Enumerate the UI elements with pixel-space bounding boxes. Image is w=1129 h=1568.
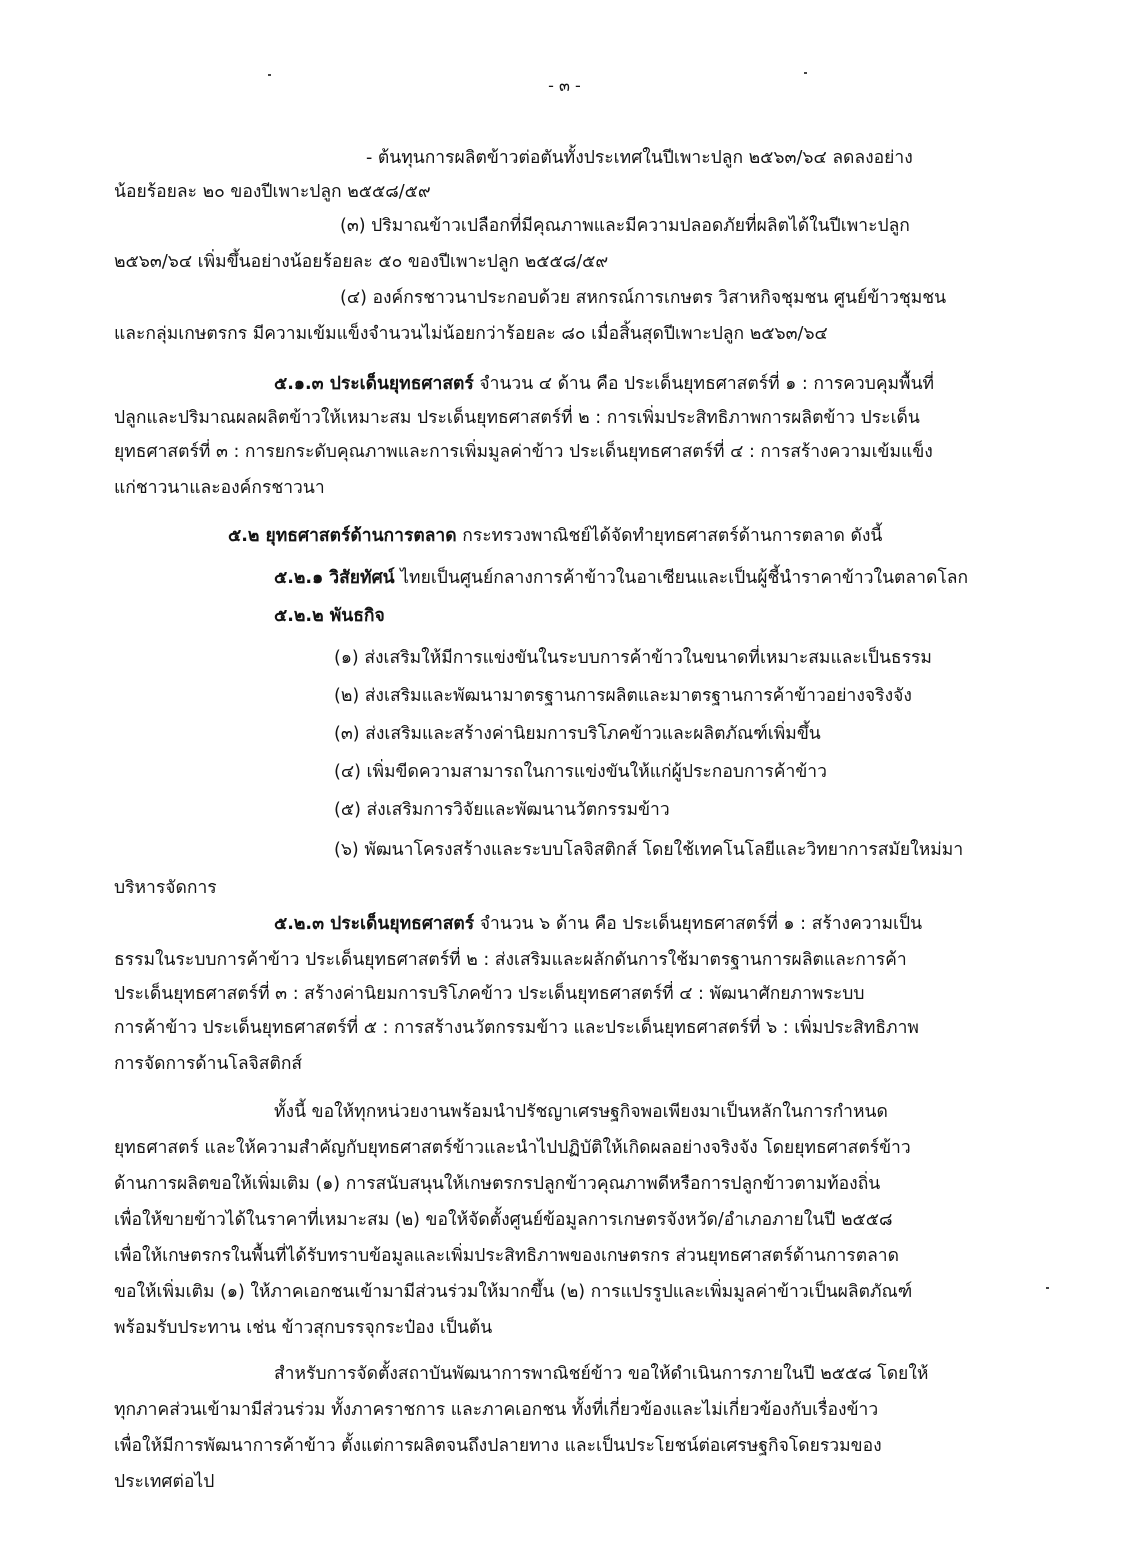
section-5-2-2-heading xyxy=(274,604,385,628)
mission-item-3: (๓) ส่งเสริมและสร้างค่านิยมการบริโภคข้าวและผลิตภัณฑ์เพิ่มขึ้น xyxy=(334,724,821,744)
section-5-2-3-line-2: ธรรมในระบบการค้าข้าว ประเด็นยุทธศาสตร์ที่ ๒ : ส่งเสริมและผลักดันการใช้มาตรฐานการผลิตและการค้า xyxy=(114,950,907,970)
mission-item-1: (๑) ส่งเสริมให้มีการแข่งขันในระบบการค้าข้าวในขนาดที่เหมาะสมและเป็นธรรม xyxy=(334,648,932,668)
section-5-1-3-line-4: แก่ชาวนาและองค์กรชาวนา xyxy=(114,478,325,498)
para-1-line-2: ยุทธศาสตร์ และให้ความสำคัญกับยุทธศาสตร์ข้าวและนำไปปฏิบัติให้เกิดผลอย่างจริงจัง โดยยุทธศาสตร์ข้าว xyxy=(114,1138,911,1158)
mission-item-4: (๔) เพิ่มขีดความสามารถในการแข่งขันให้แก่ผู้ประกอบการค้าข้าว xyxy=(334,762,827,782)
section-5-1-3-text: จำนวน ๔ ด้าน คือ ประเด็นยุทธศาสตร์ที่ ๑ : การควบคุมพื้นที่ xyxy=(479,374,935,394)
section-5-2-3-heading: ๕.๒.๓ ประเด็นยุทธศาสตร์ xyxy=(274,914,475,934)
section-5-1-3-line-1 xyxy=(274,372,934,396)
para-1-line-5: เพื่อให้เกษตรกรในพื้นที่ได้รับทราบข้อมูลและเพิ่มประสิทธิภาพของเกษตรกร ส่วนยุทธศาสตร์ด้านการตลาด xyxy=(114,1246,899,1266)
para-2-line-4: ประเทศต่อไป xyxy=(114,1472,215,1492)
goal-cost: - ต้นทุนการผลิตข้าวต่อตันทั้งประเทศในปีเพาะปลูก ๒๕๖๓/๖๔ ลดลงอย่าง xyxy=(366,148,913,168)
section-5-2-1-heading: ๕.๒.๑ วิสัยทัศน์ xyxy=(274,568,395,588)
goal-item-3-cont: ๒๕๖๓/๖๔ เพิ่มขึ้นอย่างน้อยร้อยละ ๕๐ ของปีเพาะปลูก ๒๕๕๘/๕๙ xyxy=(114,252,609,272)
mission-item-2: (๒) ส่งเสริมและพัฒนามาตรฐานการผลิตและมาตรฐานการค้าข้าวอย่างจริงจัง xyxy=(334,686,912,706)
goal-item-3: (๓) ปริมาณข้าวเปลือกที่มีคุณภาพและมีความปลอดภัยที่ผลิตได้ในปีเพาะปลูก xyxy=(340,216,910,236)
section-5-2-heading: ๕.๒ ยุทธศาสตร์ด้านการตลาด xyxy=(228,526,457,546)
section-5-2-3-text: จำนวน ๖ ด้าน คือ ประเด็นยุทธศาสตร์ที่ ๑ : สร้างความเป็น xyxy=(479,914,923,934)
goal-item-4: (๔) องค์กรชาวนาประกอบด้วย สหกรณ์การเกษตร วิสาหกิจชุมชน ศูนย์ข้าวชุมชน xyxy=(340,288,947,308)
para-1-line-1: ทั้งนี้ ขอให้ทุกหน่วยงานพร้อมนำปรัชญาเศรษฐกิจพอเพียงมาเป็นหลักในการกำหนด xyxy=(274,1102,888,1122)
mission-item-5: (๕) ส่งเสริมการวิจัยและพัฒนานวัตกรรมข้าว xyxy=(334,800,670,820)
section-5-2-1-line xyxy=(274,566,968,590)
para-1-line-3: ด้านการผลิตขอให้เพิ่มเติม (๑) การสนับสนุนให้เกษตรกรปลูกข้าวคุณภาพดีหรือการปลูกข้าวตามท้องถิ่น xyxy=(114,1174,881,1194)
section-5-2-3-line-5: การจัดการด้านโลจิสติกส์ xyxy=(114,1054,303,1074)
goal-cost-cont: น้อยร้อยละ ๒๐ ของปีเพาะปลูก ๒๕๕๘/๕๙ xyxy=(114,182,431,202)
scan-speck xyxy=(1046,1287,1049,1289)
para-2-line-1: สำหรับการจัดตั้งสถาบันพัฒนาการพาณิชย์ข้าว ขอให้ดำเนินการภายในปี ๒๕๕๘ โดยให้ xyxy=(274,1364,929,1384)
section-5-2-3-line-4: การค้าข้าว ประเด็นยุทธศาสตร์ที่ ๕ : การสร้างนวัตกรรมข้าว และประเด็นยุทธศาสตร์ที่ ๖ : เพิ่มประสิทธิภาพ xyxy=(114,1018,919,1038)
para-1-line-4: เพื่อให้ขายข้าวได้ในราคาที่เหมาะสม (๒) ขอให้จัดตั้งศูนย์ข้อมูลการเกษตรจังหวัด/อำเภอภายในปี ๒๕๕๘ xyxy=(114,1210,893,1230)
section-5-2-text: กระทรวงพาณิชย์ได้จัดทำยุทธศาสตร์ด้านการตลาด ดังนี้ xyxy=(462,526,883,546)
para-2-line-2: ทุกภาคส่วนเข้ามามีส่วนร่วม ทั้งภาคราชการ และภาคเอกชน ทั้งที่เกี่ยวข้องและไม่เกี่ยวข้องกับเรื่องข้าว xyxy=(114,1400,879,1420)
section-5-1-3-heading: ๕.๑.๓ ประเด็นยุทธศาสตร์ xyxy=(274,374,474,394)
para-2-line-3: เพื่อให้มีการพัฒนาการค้าข้าว ตั้งแต่การผลิตจนถึงปลายทาง และเป็นประโยชน์ต่อเศรษฐกิจโดยรวมของ xyxy=(114,1436,882,1456)
section-5-2-3-line-3: ประเด็นยุทธศาสตร์ที่ ๓ : สร้างค่านิยมการบริโภคข้าว ประเด็นยุทธศาสตร์ที่ ๔ : พัฒนาศักยภาพระบบ xyxy=(114,984,865,1004)
para-1-line-6: ขอให้เพิ่มเติม (๑) ให้ภาคเอกชนเข้ามามีส่วนร่วมให้มากขึ้น (๒) การแปรรูปและเพิ่มมูลค่าข้าวเป็นผลิตภัณฑ์ xyxy=(114,1282,913,1302)
section-5-2-3-line-1 xyxy=(274,912,922,936)
section-5-2-2-heading-text: ๕.๒.๒ พันธกิจ xyxy=(274,606,385,626)
section-5-1-3-line-3: ยุทธศาสตร์ที่ ๓ : การยกระดับคุณภาพและการเพิ่มมูลค่าข้าว ประเด็นยุทธศาสตร์ที่ ๔ : การสร้างความเข้มแข็ง xyxy=(114,442,933,462)
section-5-1-3-line-2: ปลูกและปริมาณผลผลิตข้าวให้เหมาะสม ประเด็นยุทธศาสตร์ที่ ๒ : การเพิ่มประสิทธิภาพการผลิตข้าว ประเด็น xyxy=(114,408,920,428)
para-1-line-7: พร้อมรับประทาน เช่น ข้าวสุกบรรจุกระป๋อง เป็นต้น xyxy=(114,1318,493,1338)
page-number: - ๓ - xyxy=(548,76,581,95)
section-5-2-line xyxy=(228,524,882,548)
mission-item-6-cont: บริหารจัดการ xyxy=(114,878,217,898)
mission-item-6: (๖) พัฒนาโครงสร้างและระบบโลจิสติกส์ โดยใช้เทคโนโลยีและวิทยาการสมัยใหม่มา xyxy=(334,840,964,860)
scan-speck xyxy=(804,72,807,74)
goal-item-4-cont: และกลุ่มเกษตรกร มีความเข้มแข็งจำนวนไม่น้อยกว่าร้อยละ ๘๐ เมื่อสิ้นสุดปีเพาะปลูก ๒๕๖๓/๖๔ xyxy=(114,324,828,344)
section-5-2-1-text: ไทยเป็นศูนย์กลางการค้าข้าวในอาเซียนและเป็นผู้ชี้นำราคาข้าวในตลาดโลก xyxy=(400,568,969,588)
